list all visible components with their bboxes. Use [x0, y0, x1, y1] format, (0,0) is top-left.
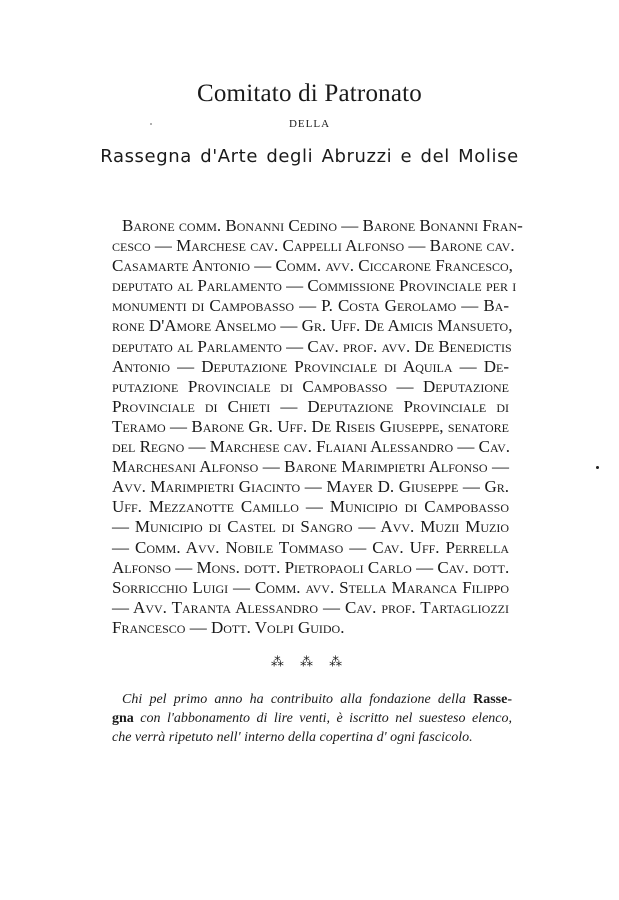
members-line: Teramo — Barone Gr. Uff. De Riseis Giuseppe, senatore [112, 416, 509, 436]
note-line-1-text: Chi pel primo anno ha contribuito alla fondazione della [122, 692, 474, 707]
members-line: — Municipio di Castel di Sangro — Avv. Muzii Muzio [112, 517, 509, 537]
members-list [112, 216, 523, 638]
print-speck [150, 123, 152, 125]
members-line: Avv. Marimpietri Giacinto — Mayer D. Giuseppe — Gr. [112, 477, 509, 497]
members-line: Marchesani Alfonso — Barone Marimpietri Alfonso — [112, 457, 509, 477]
members-line: Casamarte Antonio — Comm. avv. Ciccarone Francesco, [112, 256, 513, 276]
members-line: Francesco — Dott. Volpi Guido. [112, 617, 345, 637]
members-line: Sorricchio Luigi — Comm. avv. Stella Maranca Filippo [112, 577, 509, 597]
print-speck [596, 466, 599, 469]
publication-name: Rassegna d'Arte degli Abruzzi e del Molise [100, 146, 519, 167]
members-line: monumenti di Campobasso — P. Costa Gerolamo — Ba- [112, 296, 509, 316]
members-line: Antonio — Deputazione Provinciale di Aquila — De- [112, 356, 509, 376]
note-line-2-text: con l'abbonamento di lire venti, è iscritto nel suesteso elenco, [133, 711, 512, 726]
members-line: rone D'Amore Anselmo — Gr. Uff. De Amicis Mansueto, [112, 316, 513, 336]
ornament-divider-icon: ⁂ ⁂ ⁂ [270, 655, 349, 670]
members-line: Provinciale di Chieti — Deputazione Provinciale di [112, 396, 509, 416]
note-line-2-bold: gna [112, 711, 134, 726]
note-line-1 [112, 690, 512, 709]
subtitle-della: DELLA [288, 118, 331, 130]
note-line-2 [112, 709, 512, 728]
subscription-note [112, 690, 512, 747]
members-line: del Regno — Marchese cav. Flaiani Alessandro — Cav. [112, 437, 510, 457]
note-line-3: che verrà ripetuto nell' interno della copertina d' ogni fascicolo. [112, 730, 473, 745]
note-line-1-bold: Rasse- [473, 692, 512, 707]
members-line: Barone comm. Bonanni Cedino — Barone Bonanni Fran- [122, 216, 523, 235]
members-line: deputato al Parlamento — Cav. prof. avv. De Benedictis [112, 336, 512, 356]
members-line: — Comm. Avv. Nobile Tommaso — Cav. Uff. Perrella [112, 537, 509, 557]
members-line: putazione Provinciale di Campobasso — Deputazione [112, 376, 509, 396]
members-line: deputato al Parlamento — Commissione Provinciale per i [112, 276, 517, 296]
members-line: cesco — Marchese cav. Cappelli Alfonso — Barone cav. [112, 236, 515, 256]
page-title: Comitato di Patronato [196, 80, 422, 107]
members-line: Alfonso — Mons. dott. Pietropaoli Carlo — Cav. dott. [112, 557, 510, 577]
members-line: Uff. Mezzanotte Camillo — Municipio di Campobasso [112, 497, 509, 517]
members-line: — Avv. Taranta Alessandro — Cav. prof. Tartagliozzi [112, 597, 509, 617]
